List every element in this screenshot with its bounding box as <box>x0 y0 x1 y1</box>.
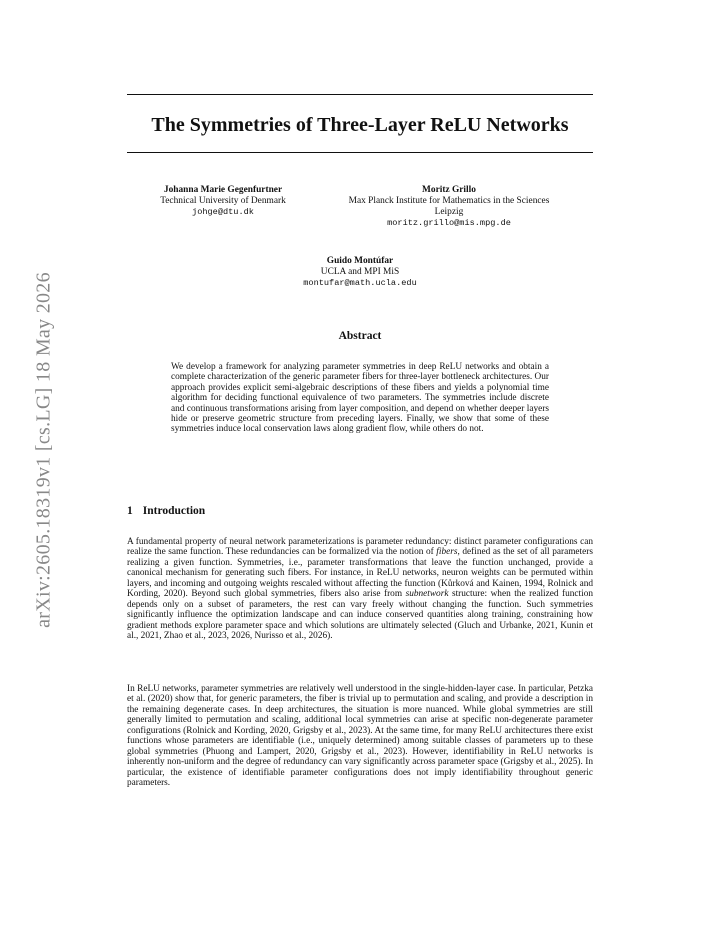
author-affiliation: UCLA and MPI MiS <box>320 267 400 277</box>
author-name: Guido Montúfar <box>326 256 394 266</box>
body-paragraph <box>127 537 593 642</box>
author-block <box>318 185 580 229</box>
emphasis-text: fibers <box>436 547 458 558</box>
author-email: johge@dtu.dk <box>192 207 254 217</box>
author-name: Moritz Grillo <box>422 185 476 195</box>
author-name: Johanna Marie Gegenfurtner <box>163 185 283 195</box>
author-block <box>260 256 460 289</box>
author-affiliation: Technical University of Denmark <box>160 196 286 206</box>
title-rule-bottom <box>127 152 593 153</box>
paper-title: The Symmetries of Three-Layer ReLU Networks <box>151 114 569 136</box>
author-affiliation-city: Leipzig <box>434 207 464 217</box>
author-email: moritz.grillo@mis.mpg.de <box>387 218 511 228</box>
body-paragraph: In ReLU networks, parameter symmetries are relatively well understood in the single-hidden-layer case. In particular, Petzka et al. (2020) show that, for generic parameters, the fiber is trivial up to permutation and scaling, and provide a description in the remaining degenerate cases. In deep architectures, the situation is more nuanced. While global symmetries are still generally limited to permutation and scaling, additional local symmetries can arise at specific non-degenerate parameter configurations (Rolnick and Kording, 2020, Grigsby et al., 2023). At the same time, for many ReLU architectures there exist functions whose parameters are identifiable (i.e., uniquely determined) among suitable classes of parameters up to these global symmetries (Phuong and Lampert, 2020, Grigsby et al., 2023). However, identifiability in ReLU networks is inherently non-uniform and the degree of redundancy can vary significantly across parameter space (Grigsby et al., 2025). In particular, the existence of identifiable parameter configurations does not imply identifiability throughout generic parameters. <box>127 684 593 789</box>
title-rule-top <box>127 94 593 95</box>
section-heading <box>127 505 205 517</box>
author-block <box>138 185 308 218</box>
abstract-heading: Abstract <box>338 330 382 342</box>
author-email: montufar@math.ucla.edu <box>303 278 417 288</box>
emphasis-text: subnetwork <box>405 589 449 600</box>
paragraph-text: , defined as the set of all parameters realizing a given function. Symmetries, i.e., parameter transformations that leave the function unchanged, provide a canonical mechanism for generating such fibers. For instance, in ReLU networks, neuron weights can be permuted within layers, and incoming and outgoing weights rescaled without affecting the function (Kůrková and Kainen, 1994, Rolnick and Kording, 2020). Beyond such global symmetries, fibers also arise from <box>127 547 593 600</box>
arxiv-identifier-stamp: arXiv:2605.18319v1 [cs.LG] 18 May 2026 <box>32 272 55 628</box>
paragraph-text: A fundamental property of neural network parameterizations is parameter redundancy: distinct parameter configurations can realize the same function. These redundancies can be formalized via the notion of <box>127 537 593 558</box>
author-affiliation: Max Planck Institute for Mathematics in the Sciences <box>348 196 550 206</box>
abstract-text: We develop a framework for analyzing parameter symmetries in deep ReLU networks and obtain a complete characterization of the generic parameter fibers for three-layer bottleneck architectures. Our approach provides explicit semi-algebraic descriptions of these fibers and yields a polynomial time algorithm for deciding functional equivalence of two parameters. The symmetries include discrete and continuous transformations arising from layer composition, and depend on whether deeper layers hide or preserve geometric structure from preceding layers. Finally, we show that some of these symmetries induce local conservation laws along gradient flow, while others do not. <box>171 362 549 435</box>
section-number: 1 <box>127 505 133 517</box>
paragraph-text: structure: when the realized function depends only on a subset of parameters, the rest can vary freely without changing the function. Such symmetries significantly influence the optimization landscape and can induce conserved quantities along training, constraining how gradient methods explore parameter space and which solutions are ultimately selected (Gluch and Urbanke, 2021, Kunin et al., 2021, Zhao et al., 2023, 2026, Nurisso et al., 2026). <box>127 589 594 642</box>
section-title: Introduction <box>142 505 206 517</box>
